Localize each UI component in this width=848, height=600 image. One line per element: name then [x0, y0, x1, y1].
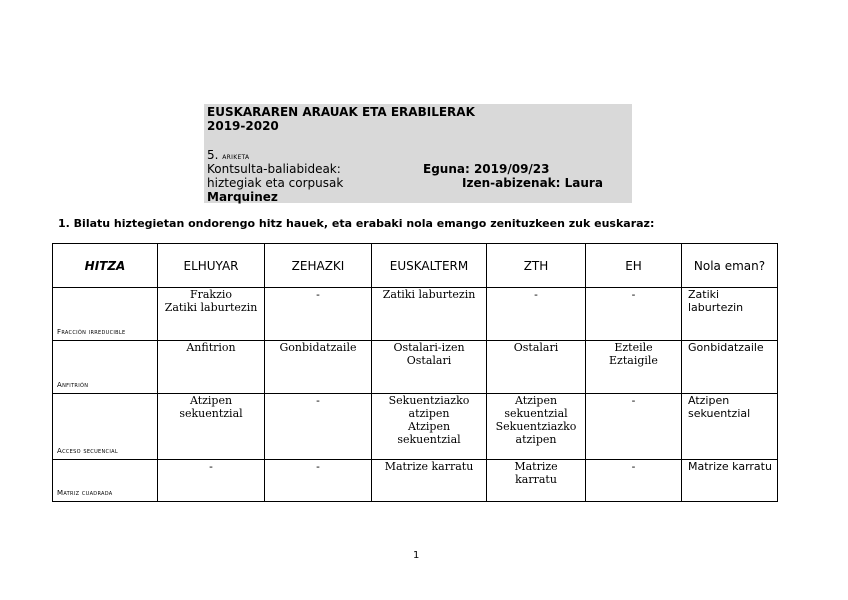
header-nola-eman: Nola eman?	[682, 244, 778, 288]
row-term: Matriz cuadrada	[53, 460, 158, 502]
cell-nola	[682, 460, 778, 502]
cell-zth	[487, 288, 586, 341]
cell-eh	[586, 460, 682, 502]
header-eh: EH	[586, 244, 682, 288]
cell-line: Ostalari	[513, 341, 559, 354]
resources-value: hiztegiak eta corpusak	[207, 176, 344, 190]
cell-line: -	[209, 460, 213, 473]
cell-line: -	[631, 288, 636, 301]
cell-line: Atzipen	[514, 394, 558, 407]
cell-line: Sekuentziazko	[388, 394, 470, 407]
cell-line: Zatiki laburtezin	[164, 301, 258, 314]
row-term: Anfitrión	[53, 341, 158, 394]
cell-zehazki	[265, 460, 372, 502]
cell-line: Ezteile	[614, 341, 653, 354]
cell-line: karratu	[515, 473, 557, 486]
cell-line: sekuentzial	[504, 407, 568, 420]
row-term: Fracción irreducible	[53, 288, 158, 341]
resources-label: Kontsulta-baliabideak:	[207, 162, 341, 176]
cell-line: Matrize	[514, 460, 558, 473]
header-elhuyar: ELHUYAR	[158, 244, 265, 288]
table-row	[53, 341, 778, 394]
cell-zth	[487, 460, 586, 502]
cell-eh	[586, 341, 682, 394]
date: Eguna: 2019/09/23	[423, 162, 550, 176]
cell-line: -	[631, 394, 636, 407]
name-label: Izen-abizenak: Laura	[462, 176, 603, 190]
cell-line: -	[631, 460, 636, 473]
name-continuation: Marquinez	[207, 190, 278, 204]
cell-line: laburtezin	[688, 301, 744, 314]
cell-line: Ostalari-izen	[393, 341, 465, 354]
cell-line: -	[316, 394, 320, 407]
cell-line: Ostalari	[406, 354, 452, 367]
cell-nola	[682, 394, 778, 460]
header-euskalterm: EUSKALTERM	[372, 244, 487, 288]
cell-line: Frakzio	[189, 288, 233, 301]
cell-zth	[487, 341, 586, 394]
exercise-word: ariketa	[222, 152, 250, 161]
header-zehazki: ZEHAZKI	[265, 244, 372, 288]
exercise-number: 5.	[207, 148, 219, 162]
course-year: 2019-2020	[207, 119, 279, 133]
page-number: 1	[413, 550, 420, 561]
table-header-row	[53, 244, 778, 288]
cell-eh	[586, 394, 682, 460]
instruction: 1. Bilatu hiztegietan ondorengo hitz hauek, eta erabaki nola emango zenituzkeen zuk euskaraz:	[58, 217, 655, 230]
table-row	[53, 460, 778, 502]
cell-euskalterm	[372, 341, 487, 394]
cell-line: -	[316, 460, 320, 473]
cell-line: Zatiki laburtezin	[382, 288, 476, 301]
cell-line: Matrize karratu	[384, 460, 474, 473]
table-row	[53, 394, 778, 460]
cell-euskalterm	[372, 288, 487, 341]
cell-line: Eztaigile	[609, 354, 658, 367]
cell-zehazki	[265, 288, 372, 341]
cell-line: atzipen	[408, 407, 450, 420]
header-zth: ZTH	[487, 244, 586, 288]
cell-line: -	[316, 288, 320, 301]
cell-elhuyar	[158, 288, 265, 341]
cell-line: Matrize karratu	[688, 460, 772, 473]
cell-line: Gonbidatzaile	[688, 341, 764, 354]
cell-line: Atzipen	[688, 394, 730, 407]
words-table	[52, 243, 778, 502]
cell-line: Anfitrion	[186, 341, 236, 354]
cell-nola	[682, 341, 778, 394]
course-title: EUSKARAREN ARAUAK ETA ERABILERAK	[207, 105, 475, 119]
cell-line: Gonbidatzaile	[279, 341, 357, 354]
cell-zehazki	[265, 341, 372, 394]
cell-elhuyar	[158, 394, 265, 460]
cell-zehazki	[265, 394, 372, 460]
cell-eh	[586, 288, 682, 341]
cell-line: -	[534, 288, 538, 301]
row-term: Acceso secuencial	[53, 394, 158, 460]
cell-euskalterm	[372, 460, 487, 502]
cell-elhuyar	[158, 341, 265, 394]
cell-line: sekuentzial	[397, 433, 461, 446]
cell-zth	[487, 394, 586, 460]
cell-line: Zatiki	[688, 288, 720, 301]
cell-line: sekuentzial	[179, 407, 243, 420]
cell-nola	[682, 288, 778, 341]
header-hitza: HITZA	[53, 244, 158, 288]
cell-elhuyar	[158, 460, 265, 502]
cell-line: atzipen	[515, 433, 557, 446]
cell-line: Atzipen	[407, 420, 451, 433]
table-row	[53, 288, 778, 341]
cell-line: sekuentzial	[688, 407, 751, 420]
cell-line: Atzipen	[189, 394, 233, 407]
cell-euskalterm	[372, 394, 487, 460]
cell-line: Sekuentziazko	[495, 420, 577, 433]
